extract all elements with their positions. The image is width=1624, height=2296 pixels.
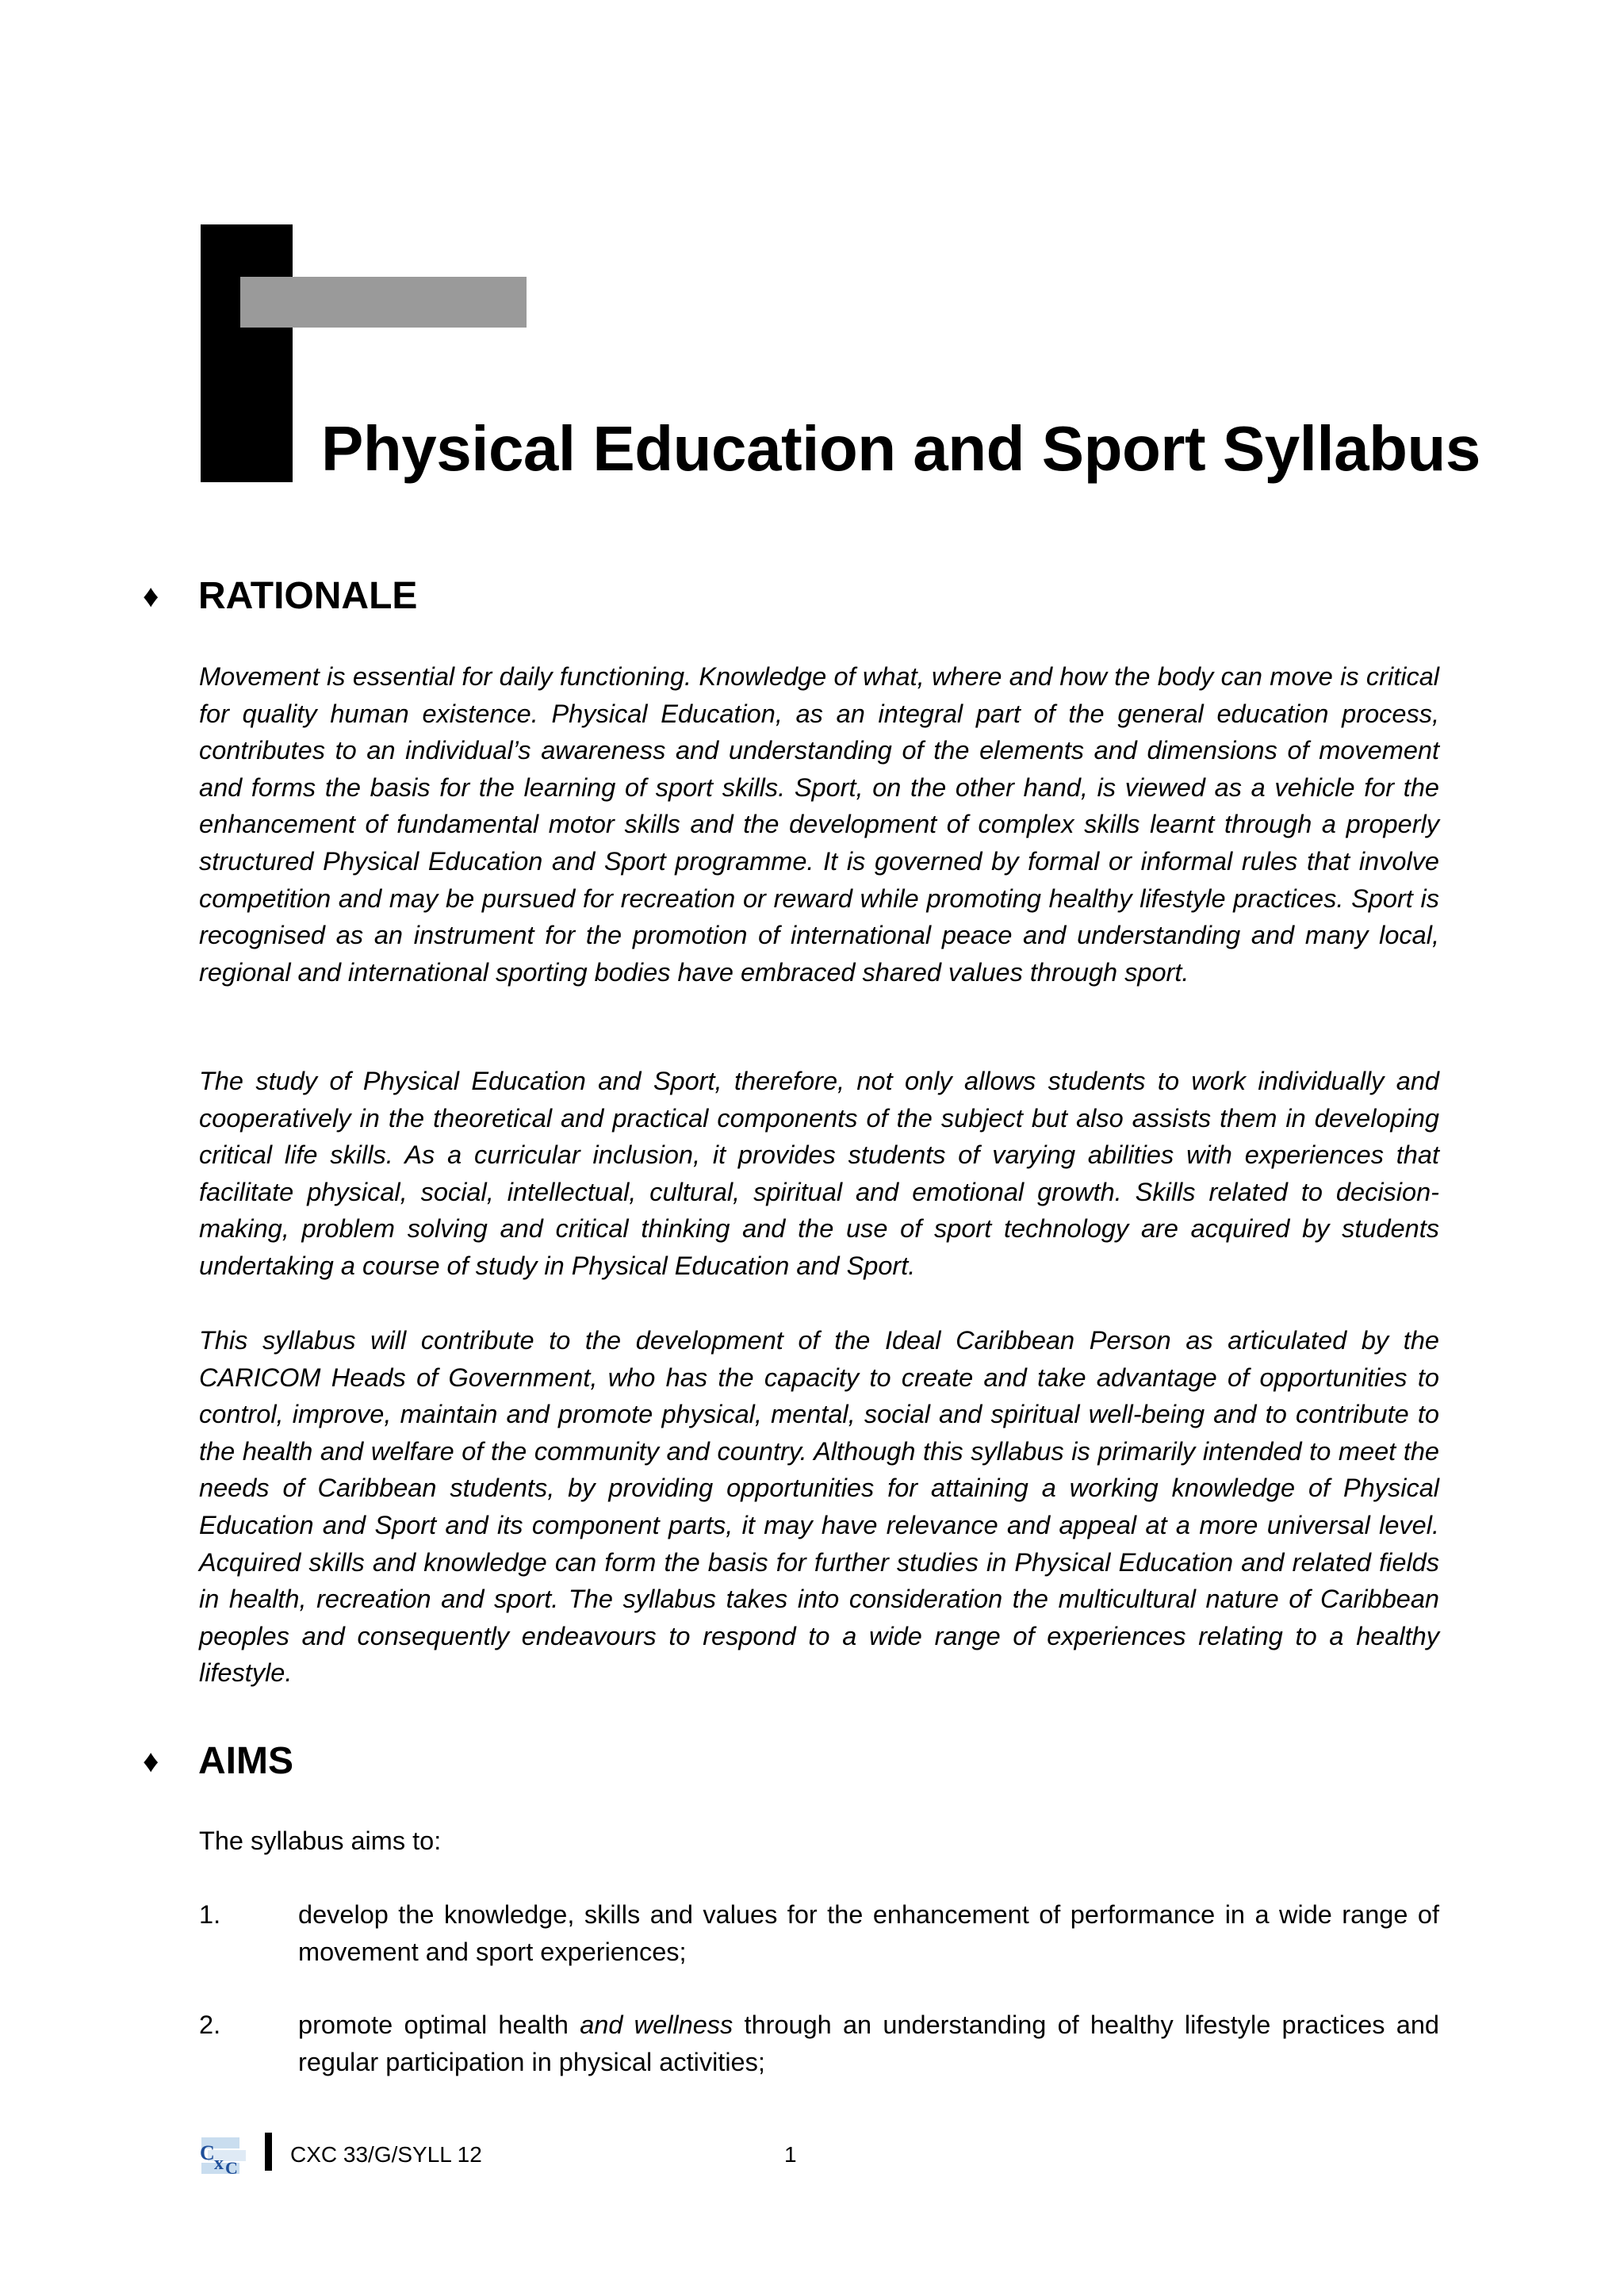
aim-item-2 (199, 2007, 1439, 2080)
aim-number: 2. (199, 2010, 221, 2039)
svg-text:C: C (225, 2158, 238, 2177)
rationale-heading-text: RATIONALE (198, 575, 418, 617)
rationale-heading (143, 574, 417, 618)
aims-intro: The syllabus aims to: (199, 1826, 442, 1855)
aim-number: 1. (199, 1900, 221, 1929)
rationale-paragraph-3: This syllabus will contribute to the development of the Ideal Caribbean Person as articulated by the CARICOM Heads of Government, who has the capacity to create and take advantage of opportunities to control, improve, maintain and promote physical, mental, social and spiritual well-being and to contribute to the health and welfare of the community and country. Although this syllabus is primarily intended to meet the needs of Caribbean students, by providing opportunities for attaining a working knowledge of Physical Education and Sport and its component parts, it may have relevance and appeal at a more universal level. Acquired skills and knowledge can form the basis for further studies in Physical Education and related fields in health, recreation and sport. The syllabus takes into consideration the multicultural nature of Caribbean peoples and consequently endeavours to respond to a wide range of experiences relating to a healthy lifestyle. (199, 1326, 1439, 1688)
page-number: 1 (784, 2142, 797, 2167)
title-decoration-grey-bar (240, 277, 527, 328)
diamond-bullet-icon: ♦ (143, 578, 159, 614)
svg-text:x: x (214, 2153, 224, 2174)
aim-text-emphasis: and wellness (580, 2010, 733, 2039)
rationale-paragraph-1: Movement is essential for daily functioning. Knowledge of what, where and how the body can move is critical for quality human existence. Physical Education, as an integral part of the general education process, contributes to an individual’s awareness and understanding of the elements and dimensions of movement and forms the basis for the learning of sport skills. Sport, on the other hand, is viewed as a vehicle for the enhancement of fundamental motor skills and the development of complex skills learnt through a properly structured Physical Education and Sport programme. It is governed by formal or informal rules that involve competition and may be pursued for recreation or reward while promoting healthy lifestyle practices. Sport is recognised as an instrument for the promotion of international peace and understanding and many local, regional and international sporting bodies have embraced shared values through sport. (199, 662, 1439, 987)
footer-divider-bar (265, 2133, 272, 2171)
aim-text-part: promote optimal health (298, 2010, 580, 2039)
cxc-logo-icon (197, 2136, 252, 2177)
page-title: Physical Education and Sport Syllabus (321, 413, 1480, 484)
aims-heading (143, 1739, 293, 1783)
title-decoration-black-bar (201, 224, 293, 482)
aim-text: develop the knowledge, skills and values for the enhancement of performance in a wide range of movement and sport experiences; (298, 1900, 1439, 1966)
svg-text:C: C (200, 2141, 215, 2164)
syllabus-code: CXC 33/G/SYLL 12 (290, 2142, 482, 2167)
diamond-bullet-icon: ♦ (143, 1743, 159, 1779)
rationale-paragraph-2: The study of Physical Education and Sport, therefore, not only allows students to work individually and cooperatively in the theoretical and practical components of the subject but also assists them in developing critical life skills. As a curricular inclusion, it provides students of varying abilities with experiences that facilitate physical, social, intellectual, cultural, spiritual and emotional growth. Skills related to decision-making, problem solving and critical thinking and the use of sport technology are acquired by students undertaking a course of study in Physical Education and Sport. (199, 1067, 1439, 1280)
aim-item-1 (199, 1896, 1439, 1970)
aim-text (298, 2007, 1439, 2080)
aims-heading-text: AIMS (198, 1740, 293, 1782)
aim-text-part: through an understanding of healthy lifestyle practices and regular participation in physical activities; (298, 2010, 1440, 2076)
